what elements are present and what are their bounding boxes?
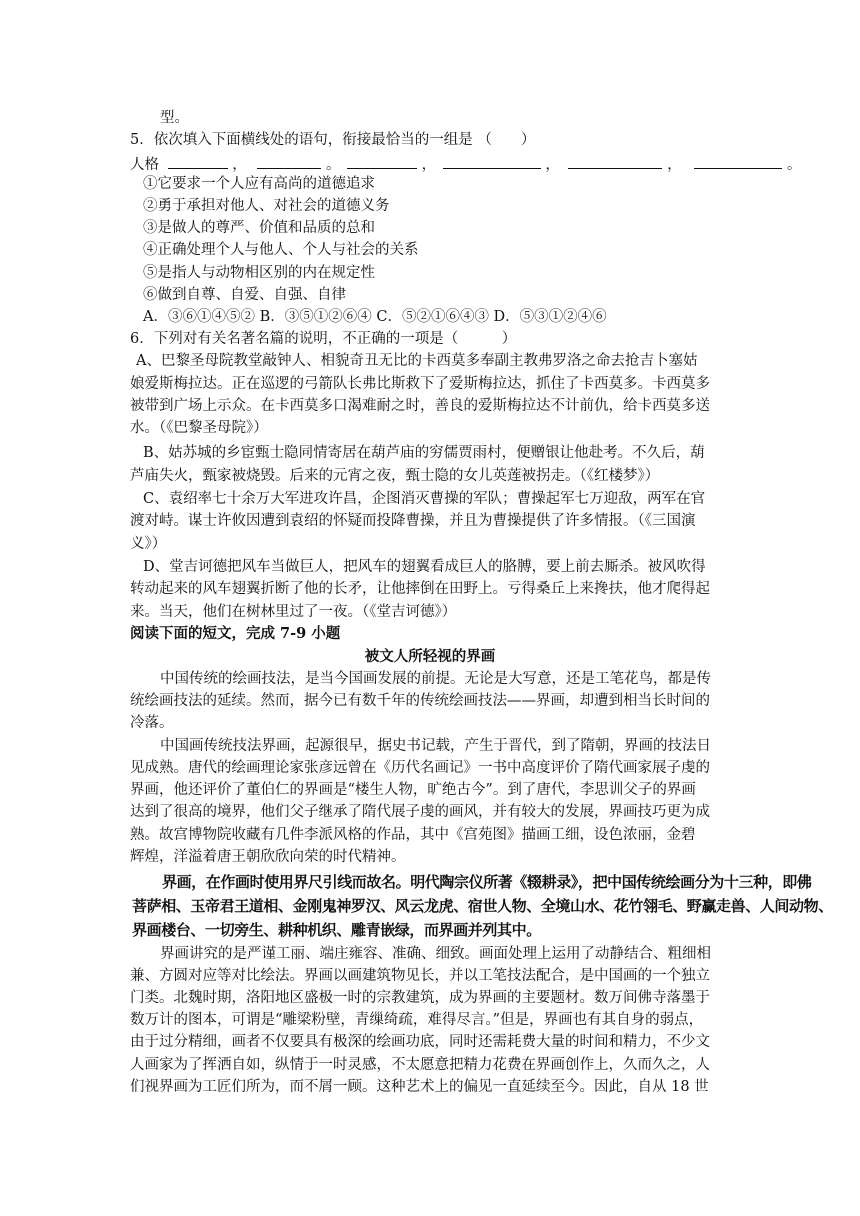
blank-sep: 。 (325, 157, 341, 173)
paragraph-2-line: 界画，他还评价了董伯仁的界画是“楼生人物，旷绝古今”。到了唐代，李思训父子的界画 (130, 782, 696, 798)
paragraph-3-line: 界画楼台、一切旁生、耕种机织、雕青嵌绿，而界画并列其中。 (132, 921, 541, 939)
blank-end: 。 (786, 157, 802, 173)
choice-a-line: 水。（《巴黎圣母院》） (130, 420, 268, 436)
paragraph-2-line: 熟。故宫博物院收藏有几件李派风格的作品，其中《宫苑图》描画工细，设色浓丽，金碧 (130, 827, 696, 843)
paragraph-3-line: 界画，在作画时使用界尺引线而故名。明代陶宗仪所著《辍耕录》，把中国传统绘画分为十三种，即佛 (162, 873, 812, 891)
paragraph-2-line: 辉煌，洋溢着唐王朝欣欣向荣的时代精神。 (130, 849, 406, 865)
paragraph-4-line: 门类。北魏时期，洛阳地区盛极一时的宗教建筑，成为界画的主要题材。数万间佛寺落墨于 (130, 990, 710, 1006)
choice-c-line: 渡对峙。谋士许攸因遭到袁绍的怀疑而投降曹操，并且为曹操提供了许多情报。（《三国演 (130, 513, 696, 529)
article-title: 被文人所轻视的界画 (364, 648, 496, 665)
option-1: ①它要求一个人应有高尚的道德追求 (143, 176, 375, 192)
blank-3 (347, 153, 417, 169)
question-5-stem: 5．依次填入下面横线处的语句，衔接最恰当的一组是 （ ） (130, 132, 536, 148)
choice-b-line: 芦庙失火，甄家被烧毁。后来的元宵之夜，甄士隐的女儿英莲被拐走。（《红楼梦》） (130, 468, 660, 484)
question-6-stem: 6．下列对有关名著名篇的说明，不正确的一项是（ ） (130, 331, 517, 347)
paragraph-2-line: 见成熟。唐代的绘画理论家张彦远曾在《历代名画记》一书中高度评价了隋代画家展子虔的 (130, 760, 710, 776)
paragraph-4-line: 界画讲究的是严谨工丽、端庄雍容、准确、细致。画面处理上运用了动静结合、粗细相 (160, 946, 711, 962)
blank-4 (443, 153, 541, 169)
reading-instruction: 阅读下面的短文，完成 7-9 小题 (130, 625, 341, 642)
text-line: 型。 (160, 110, 189, 126)
paragraph-4-line: 数万计的图本，可谓是“雕梁粉壁，青缫绮疏，难得尽言。”但是，界画也有其自身的弱点， (130, 1012, 704, 1028)
choice-a-line: A、巴黎圣母院教堂敲钟人、相貌奇丑无比的卡西莫多奉副主教弗罗洛之命去抢吉卜塞姑 (136, 353, 698, 369)
question-5-blanks (130, 153, 801, 175)
choice-a-line: 娘爱斯梅拉达。正在巡逻的弓箭队长弗比斯救下了爱斯梅拉达，抓住了卡西莫多。卡西莫多 (130, 376, 710, 392)
paragraph-1-line: 冷落。 (130, 715, 174, 731)
blank-sep: ， (545, 157, 560, 173)
option-3: ③是做人的尊严、价值和品质的总和 (143, 220, 375, 236)
paragraph-1-line: 中国传统的绘画技法，是当今国画发展的前提。无论是大写意，还是工笔花鸟，都是传 (160, 671, 711, 687)
option-4: ④正确处理个人与他人、个人与社会的关系 (143, 242, 419, 258)
blank-sep: ， (232, 157, 247, 173)
blank-1 (168, 153, 228, 169)
choice-d-line: 转动起来的风车翅翼折断了他的长矛，让他摔倒在田野上。亏得桑丘上来搀扶，他才爬得起 (130, 581, 710, 597)
paragraph-4-line: 们视界画为工匠们所为，而不屑一顾。这种艺术上的偏见一直延续至今。因此，自从 18 世 (130, 1079, 709, 1095)
blank-prefix: 人格 (130, 157, 159, 173)
blank-6 (694, 153, 782, 169)
choice-c-line: 义》） (130, 536, 167, 552)
choice-a-line: 被带到广场上示众。在卡西莫多口渴难耐之时，善良的爱斯梅拉达不计前仇，给卡西莫多送 (130, 398, 710, 414)
blank-5 (568, 153, 662, 169)
paragraph-1-line: 统绘画技法的延续。然而，据今已有数千年的传统绘画技法——界画，却遭到相当长时间的 (130, 693, 710, 709)
question-5-choices: A．③⑥①④⑤② B．③⑤①②⑥④ C．⑤②①⑥④③ D．⑤③①②④⑥ (143, 309, 607, 325)
choice-d-line: 来。当天，他们在树林里过了一夜。（《堂吉诃德》） (130, 604, 457, 620)
choice-d-line: D、堂吉诃德把风车当做巨人，把风车的翅翼看成巨人的胳膊，要上前去厮杀。被风吹得 (143, 559, 706, 575)
paragraph-4-line: 人画家为了挥洒自如，纵情于一时灵感，不太愿意把精力花费在界画创作上，久而久之，人 (130, 1057, 710, 1073)
paragraph-2-line: 达到了很高的境界，他们父子继承了隋代展子虔的画风，并有较大的发展，界画技巧更为成 (130, 804, 710, 820)
paragraph-4-line: 由于过分精细，画者不仅要具有极深的绘画功底，同时还需耗费大量的时间和精力，不少文 (130, 1034, 710, 1050)
option-5: ⑤是指人与动物相区别的内在规定性 (143, 265, 375, 281)
blank-sep: ， (667, 157, 682, 173)
paragraph-2-line: 中国画传统技法界画，起源很早，据史书记载，产生于晋代，到了隋朝，界画的技法日 (160, 738, 711, 754)
choice-c-line: C、袁绍率七十余万大军进攻许昌，企图消灭曹操的军队；曹操起军七万迎敌，两军在官 (143, 491, 706, 507)
option-2: ②勇于承担对他人、对社会的道德义务 (143, 198, 390, 214)
paragraph-4-line: 兼、方圆对应等对比绘法。界画以画建筑物见长，并以工笔技法配合，是中国画的一个独立 (130, 968, 710, 984)
paragraph-3-line: 菩萨相、玉帝君王道相、金刚鬼神罗汉、风云龙虎、宿世人物、全境山水、花竹翎毛、野赢走兽、人间动物、 (132, 897, 833, 915)
blank-2 (257, 153, 321, 169)
option-6: ⑥做到自尊、自爱、自强、自律 (143, 287, 346, 303)
choice-b-line: B、姑苏城的乡宦甄士隐同情寄居在葫芦庙的穷儒贾雨村，便赠银让他赴考。不久后，葫 (143, 445, 705, 461)
blank-sep: ， (421, 157, 437, 173)
